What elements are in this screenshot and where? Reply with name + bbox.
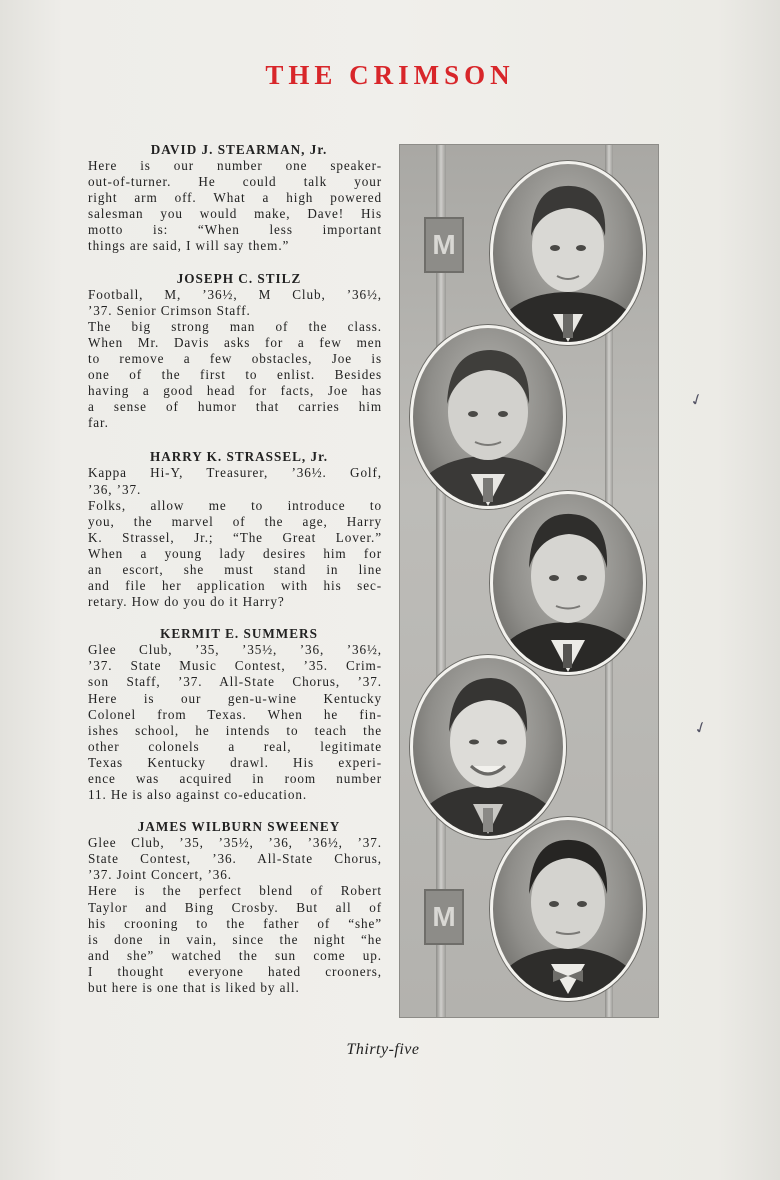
bio-line: retary. How do you do it Harry? xyxy=(88,594,285,610)
bio-line: son Staff, ’37. All-State Chorus, ’37. xyxy=(88,674,382,690)
bio-line: Glee Club, ’35, ’35½, ’36, ’36½, ’37. xyxy=(88,835,382,851)
portrait-strassel xyxy=(490,491,646,675)
bio-entry-stearman xyxy=(88,142,382,255)
portrait-sweeney xyxy=(490,817,646,1001)
bio-text xyxy=(88,465,382,610)
bio-line: State Contest, ’36. All-State Chorus, xyxy=(88,851,382,867)
bio-line: Here is the perfect blend of Robert xyxy=(88,883,382,899)
pencil-check-mark: ✓ xyxy=(691,716,711,739)
bio-line: and she” watched the sun come up. xyxy=(88,947,382,963)
bio-line: but here is one that is liked by all. xyxy=(88,980,300,996)
portrait-image xyxy=(493,494,643,672)
pencil-check-mark: ✓ xyxy=(687,388,707,411)
bio-line: Here is our gen-u-wine Kentucky xyxy=(88,690,382,706)
bio-line: salesman you would make, Dave! His xyxy=(88,206,382,222)
bio-line: Glee Club, ’35, ’35½, ’36, ’36½, xyxy=(88,642,382,658)
bio-line: The big strong man of the class. xyxy=(88,318,382,334)
m-emblem-bottom: M xyxy=(424,889,464,945)
bio-line: you, the marvel of the age, Harry xyxy=(88,513,382,529)
bio-line: ’37. Senior Crimson Staff. xyxy=(88,302,251,318)
bio-line: right arm off. What a high powered xyxy=(88,190,382,206)
bio-entry-sweeney xyxy=(88,819,382,996)
bio-text xyxy=(88,158,382,255)
bio-line: ence was acquired in room number xyxy=(88,771,382,786)
student-name: KERMIT E. SUMMERS xyxy=(160,626,318,642)
bio-line: and file her application with his sec- xyxy=(88,578,382,594)
bio-line: other colonels a real, legitimate xyxy=(88,738,382,754)
bio-line: things are said, I will say them.” xyxy=(88,238,290,254)
bio-line: Taylor and Bing Crosby. But all of xyxy=(88,899,382,915)
bio-line: to remove a few obstacles, Joe is xyxy=(88,350,382,366)
student-name: DAVID J. STEARMAN, Jr. xyxy=(150,142,328,157)
bio-line: Texas Kentucky drawl. His experi- xyxy=(88,754,382,770)
portrait-image xyxy=(413,658,563,836)
portrait-summers xyxy=(410,655,566,839)
student-name: JAMES WILBURN SWEENEY xyxy=(137,819,341,835)
portrait-image xyxy=(493,820,643,998)
bio-line: When Mr. Davis asks for a few men xyxy=(88,334,382,350)
m-emblem-top: M xyxy=(424,217,464,273)
bio-entry-summers xyxy=(88,626,382,803)
bio-line: Kappa Hi-Y, Treasurer, ’36½. Golf, xyxy=(88,465,382,481)
bio-line: Football, M, ’36½, M Club, ’36½, xyxy=(88,286,382,302)
bio-text xyxy=(88,642,382,803)
bio-entry-stilz xyxy=(88,271,382,432)
bio-text xyxy=(88,287,382,432)
bio-line: 11. He is also against co-education. xyxy=(88,787,308,803)
bio-line: ishes school, he intends to teach the xyxy=(88,722,382,738)
bio-line: Folks, allow me to introduce to xyxy=(88,497,382,513)
bio-line: motto is: “When less important xyxy=(88,222,382,238)
bio-line: When a young lady desires him for xyxy=(88,545,382,561)
bio-line: one of the first to enlist. Besides xyxy=(88,367,382,383)
portrait-image xyxy=(413,328,563,506)
bio-line: a sense of humor that carries him xyxy=(88,399,382,415)
bio-line: ’37. State Music Contest, ’35. Crim- xyxy=(88,658,382,674)
bio-line: K. Strassel, Jr.; “The Great Lover.” xyxy=(88,529,382,545)
bio-line: having a good head for facts, Joe has xyxy=(88,383,382,399)
bio-text xyxy=(88,835,382,996)
bio-line: ’37. Joint Concert, ’36. xyxy=(88,867,232,883)
bio-line: ’36, ’37. xyxy=(88,481,142,497)
bio-line: far. xyxy=(88,415,109,431)
bio-line: his crooning to the father of “she” xyxy=(88,915,382,931)
portrait-panel xyxy=(399,144,659,1018)
bio-line: out-of-turner. He could talk your xyxy=(88,174,382,190)
bio-line: Here is our number one speaker- xyxy=(88,158,382,173)
portrait-stearman xyxy=(490,161,646,345)
page-number: Thirty-five xyxy=(346,1041,420,1058)
bio-line: Colonel from Texas. When he fin- xyxy=(88,706,382,722)
student-name: HARRY K. STRASSEL, Jr. xyxy=(149,449,329,465)
portrait-image xyxy=(493,164,643,342)
panel-stripe xyxy=(436,145,446,1017)
student-name: JOSEPH C. STILZ xyxy=(176,270,302,286)
portrait-stilz xyxy=(410,325,566,509)
bio-line: I thought everyone hated crooners, xyxy=(88,963,382,979)
bio-entry-strassel xyxy=(88,449,382,610)
bio-line: an escort, she must stand in line xyxy=(88,561,382,577)
page-title: THE CRIMSON xyxy=(265,60,515,90)
bio-line: is done in vain, since the night “he xyxy=(88,931,382,947)
bio-column xyxy=(88,142,382,1012)
